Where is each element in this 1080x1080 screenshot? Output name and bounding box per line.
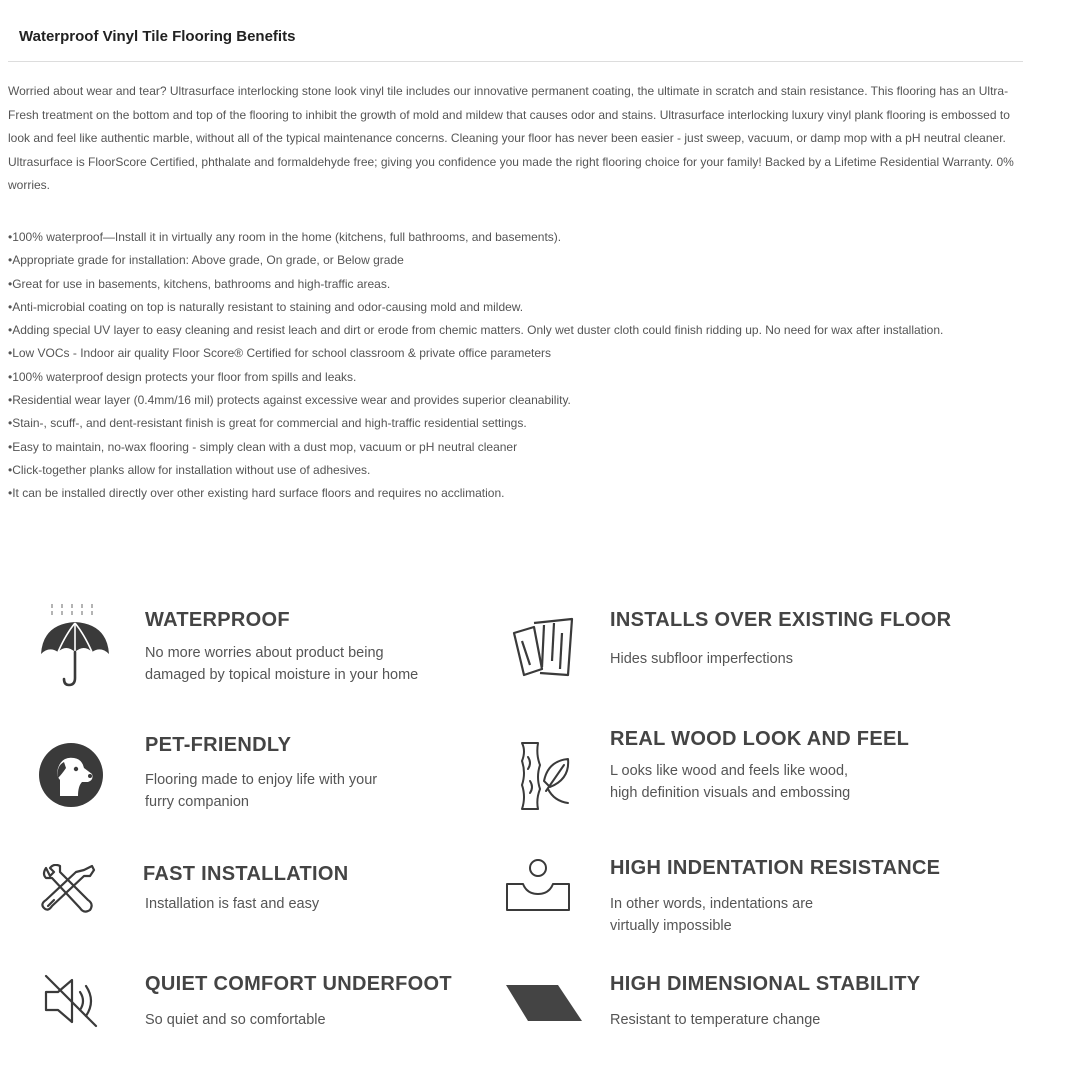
list-item: •Easy to maintain, no-wax flooring - simply clean with a dust mop, vacuum or pH neutral cleaner [8, 439, 518, 454]
feature-desc-line: In other words, indentations are [610, 896, 814, 912]
page-title: Waterproof Vinyl Tile Flooring Benefits [19, 28, 296, 45]
feature-desc-waterproof [145, 642, 418, 686]
list-item: •Residential wear layer (0.4mm/16 mil) protects against excessive wear and provides superior cleanability. [8, 393, 571, 408]
list-item: •100% waterproof design protects your floor from spills and leaks. [8, 369, 357, 384]
list-item: •Stain-, scuff-, and dent-resistant finish is great for commercial and high-traffic residential settings. [8, 416, 527, 431]
feature-title-indentation: HIGH INDENTATION RESISTANCE [610, 857, 941, 879]
feature-desc-line: L ooks like wood and feels like wood, [610, 763, 849, 779]
benefits-list [8, 226, 1028, 506]
feature-title-installs-over: INSTALLS OVER EXISTING FLOOR [610, 609, 952, 631]
feature-desc-line: high definition visuals and embossing [610, 785, 851, 801]
indentation-icon [505, 858, 571, 914]
wood-leaf-icon [518, 741, 572, 811]
feature-desc-line: No more worries about product being [145, 645, 384, 661]
umbrella-rain-icon [38, 602, 112, 688]
feature-desc-line: So quiet and so comfortable [145, 1012, 326, 1028]
feature-desc-indentation [610, 893, 813, 937]
feature-title-waterproof: WATERPROOF [145, 609, 290, 631]
feature-title-quiet-comfort: QUIET COMFORT UNDERFOOT [145, 973, 452, 995]
feature-desc-pet-friendly [145, 769, 377, 813]
tools-icon [40, 864, 96, 916]
feature-title-real-wood: REAL WOOD LOOK AND FEEL [610, 728, 910, 750]
feature-desc-line: Flooring made to enjoy life with your [145, 772, 378, 788]
list-item: •Adding special UV layer to easy cleaning and resist leach and dirt or erode from chemic matters. Only wet duster cloth could finish ridding up. No need for wax after installation. [8, 323, 944, 338]
title-divider [8, 61, 1023, 62]
feature-desc-real-wood [610, 760, 850, 804]
list-item: •100% waterproof—Install it in virtually any room in the home (kitchens, full bathrooms, and basements). [8, 230, 562, 244]
floor-planks-icon [510, 617, 574, 679]
list-item: •It can be installed directly over other existing hard surface floors and requires no acclimation. [8, 486, 505, 501]
list-item: •Anti-microbial coating on top is naturally resistant to staining and odor-causing mold and mildew. [8, 299, 524, 314]
feature-desc-line: virtually impossible [610, 918, 732, 934]
feature-title-pet-friendly: PET-FRIENDLY [145, 734, 292, 756]
feature-title-dimensional-stability: HIGH DIMENSIONAL STABILITY [610, 973, 921, 995]
feature-desc-line: Hides subfloor imperfections [610, 651, 793, 667]
feature-title-fast-installation: FAST INSTALLATION [143, 863, 349, 885]
feature-desc-fast-installation [145, 893, 319, 915]
intro-paragraph: Worried about wear and tear? Ultrasurface interlocking stone look vinyl tile includes our innovative permanent coating, the ultimate in scratch and stain resistance. This flooring has an Ultra-Fresh treatment on the bottom and top of the flooring to inhibit the growth of mold and mildew that causes odor and stains. Ultrasurface interlocking luxury vinyl plank flooring is embossed to look and feel like authentic marble, without all of the typical maintenance concerns. Cleaning your floor has never been easier - just sweep, vacuum, or damp mop with a pH neutral cleaner. Ultrasurface is FloorScore Certified, phthalate and formaldehyde free; giving you confidence you made the right flooring choice for your family! Backed by a Lifetime Residential Warranty. 0% worries. [8, 84, 1014, 193]
list-item: •Appropriate grade for installation: Above grade, On grade, or Below grade [8, 253, 404, 268]
feature-desc-line: Installation is fast and easy [145, 896, 320, 912]
feature-desc-line: Resistant to temperature change [610, 1012, 821, 1028]
parallelogram-icon [504, 983, 584, 1023]
dog-icon [38, 742, 104, 808]
feature-desc-installs-over [610, 648, 793, 670]
feature-desc-line: furry companion [145, 794, 249, 810]
list-item: •Click-together planks allow for installation without use of adhesives. [8, 462, 371, 477]
feature-desc-quiet-comfort [145, 1009, 326, 1031]
feature-desc-dimensional-stability [610, 1009, 820, 1031]
list-item: •Low VOCs - Indoor air quality Floor Score® Certified for school classroom & private office parameters [8, 346, 552, 361]
feature-desc-line: damaged by topical moisture in your home [145, 667, 419, 683]
mute-speaker-icon [42, 972, 100, 1030]
list-item: •Great for use in basements, kitchens, bathrooms and high-traffic areas. [8, 276, 391, 291]
